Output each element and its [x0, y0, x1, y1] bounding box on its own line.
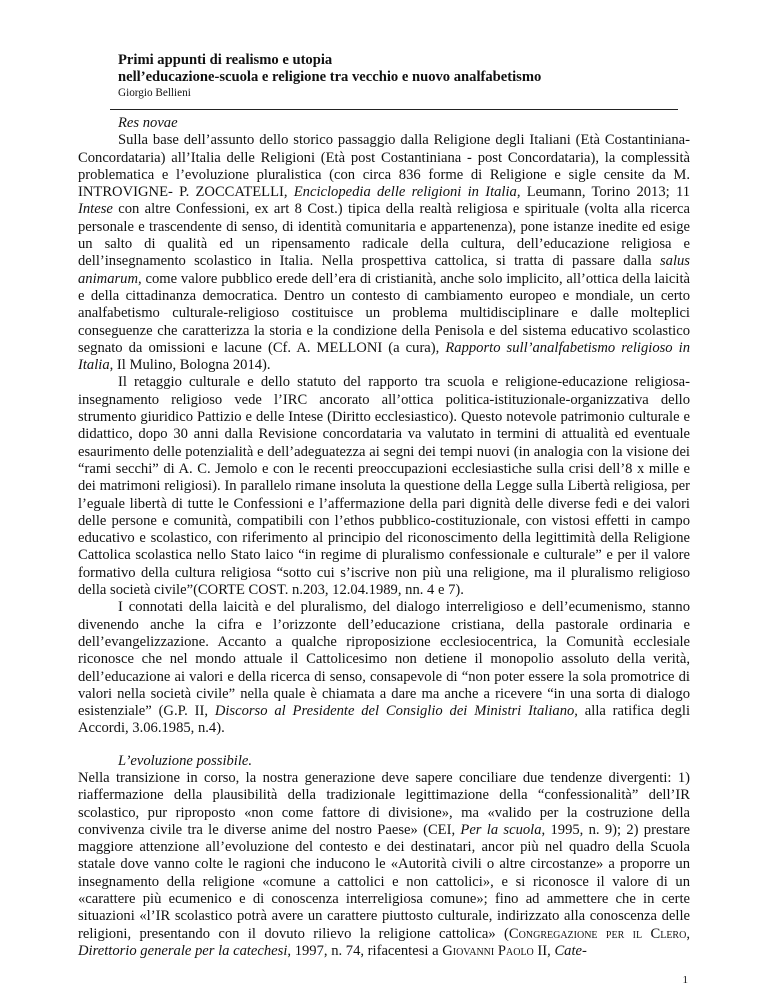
paragraph-2: Il retaggio culturale e dello statuto del rapporto tra scuola e religione-educazione religiosa-insegnamento religioso vede l’IRC ancorato all’ottica politica-istituzionale-organizzativa dello strumento giuridico Pattizio e delle Intese (Diritto ecclesiastico). Questo notevole patrimonio culturale e didattico, dopo 30 anni dalla Revisione concordataria va valutato in termini di attualità ed eventuale esaurimento delle potenzialità e dell’adeguatezza ai segni dei tempi nuovi (in analogia con la visione dei “rami secchi” di A. C. Jemolo e con le recenti preoccupazioni ecclesiastiche sulla crisi dell’8 x mille e dei matrimoni religiosi). In parallelo rimane insoluta la questione della Legge sulla Libertà religiosa, per l’eguale libertà di tutte le Confessioni e l’affermazione della pari dignità delle diverse fedi e dei valori delle persone e comunità, compatibili con l’ethos pubblico-costituzionale, con vistosi effetti in campo educativo e scolastico, con riferimento al principio del riconoscimento della legittimità della Religione Cattolica scolastica nello Stato laico “in regime di pluralismo confessionale e culturale” e per il valore formativo della cultura religiosa “sotto cui s’iscrive non più una religione, ma il pluralismo religioso della società civile”(CORTE COST. n.203, 12.04.1989, nn. 4 e 7).	[78, 374, 690, 599]
italic-citation: Rapporto sull’analfabetismo religioso in Italia	[78, 339, 691, 374]
italic-citation: Discorso al Presidente del Consiglio dei Ministri Italiano	[214, 703, 575, 720]
paragraph-4	[78, 770, 690, 960]
italic-citation: Enciclopedia delle religioni in Italia	[293, 184, 517, 201]
text-run: Sulla base dell’assunto dello storico passaggio dalla Religione degli Italiani (Età Costantiniana-Concordataria) all’Italia delle Religioni (Età post Costantiniana - post Concordataria), la complessità problematica e l’evoluzione pluralistica (con circa 836 forme di Religione e sigle censite da M. INTROVIGNE- P. ZOCCATELLI,	[78, 132, 690, 201]
text-run: I connotati della laicità e del pluralismo, del dialogo interreligioso e dell’ecumenismo, stanno divenendo anche la cifra e l’orizzonte dell’educazione cristiana, della pastorale ordinaria e dell’evangelizzazione. Accanto a qualche riproposizione ecclesiocentrica, la Comunità ecclesiale riconosce che nel mondo attuale il Cattolicesimo non detiene il monopolio assoluto della verità, dell’educazione ai valori e della ricerca di senso, consapevole di “non poter essere la sola promotrice di valori nella società civile” nella quale è chiamata a dare ma anche a ricevere “in una sorta di dialogo esistenziale” (G.P. II,	[78, 599, 690, 720]
paragraph-1	[78, 132, 690, 374]
italic-term: Intese	[78, 201, 113, 218]
title-line-1: Primi appunti di realismo e utopia	[118, 52, 333, 68]
text-run: , 1995, n. 9); 2) prestare maggiore attenzione all’evoluzione del contesto e dei destinatari, ancor più nel quadro della Scuola statale dove vanno colte le ragioni che inducono le «Autorità civili o altre circostanze» a proporre un insegnamento della religione «comune a cattolici e non cattolici», e si riconosce il valore di un «carattere più ecumenico e di conoscenza interreligiosa comune»; fino ad ammettere che in certe situazioni «l’IR scolastico potrà avere un carattere piuttosto culturale, indirizzato alla conoscenza delle religioni, presentando con il dovuto rilievo la religione cattolica» (	[78, 821, 690, 942]
heading-suffix: .	[248, 752, 253, 769]
section-heading-text: L’evoluzione possibile	[118, 752, 249, 769]
text-run: , Il Mulino, Bologna 2014).	[109, 357, 271, 374]
section-gap	[78, 738, 690, 753]
text-run: con altre Confessioni, ex art 8 Cost.) tipica della realtà religiosa e spirituale (volta alla ricerca personale e trascendente di senso, di identità comunitaria e appartenenza), pone istanze inedite ed esige un salto di qualità ed un ripensamento radicale della cultura, dell’educazione religiosa e dell’insegnamento scolastico in Italia. Nella prospettiva cattolica, si tratta di passare dalla	[78, 201, 690, 270]
section-heading-text: Res novae	[118, 115, 178, 131]
text-run: ,	[547, 942, 555, 959]
paragraph-3	[78, 599, 690, 737]
italic-term: salus animarum	[78, 253, 690, 287]
text-run: , come valore pubblico erede dell’era di cristianità, anche solo implicito, all’ottica della laicità e della cittadinanza democratica. Dentro un contesto di cambiamento europeo e mondiale, un certo analfabetismo culturale-religioso costituisce un problema multidisciplinare e dalle molteplici conseguenze che caratterizza la storia e la condizione della Penisola e del sistema educativo scolastico segnato da omissioni e lacune (Cf. A. MELLONI (a cura),	[78, 270, 690, 356]
smallcaps-author: Congregazione per il Clero	[508, 925, 687, 942]
text-run: Nella transizione in corso, la nostra generazione deve sapere conciliare due tendenze divergenti: 1) riaffermazione della plausibilità della tradizionale legittimazione della “confessionalità” dell’IR scolastico, pur riproposto «non come fattore di divisione», ma «valido per la costruzione della convivenza civile tra le diverse anime del nostro Paese» (CEI,	[78, 769, 690, 838]
italic-citation: Direttorio generale per la catechesi	[78, 942, 288, 959]
italic-citation: Per la scuola	[460, 821, 542, 838]
section-heading-res-novae	[78, 115, 690, 132]
author-name: Giorgio Bellieni	[118, 87, 191, 99]
text-run: , alla ratifica degli Accordi, 3.06.1985, n.4).	[78, 703, 691, 737]
text-run: , Leumann, Torino 2013; 11	[516, 184, 690, 201]
smallcaps-author: Giovanni Paolo II	[442, 942, 548, 959]
section-heading-evoluzione	[78, 753, 690, 770]
page-number: 1	[682, 974, 688, 986]
document-body	[78, 115, 690, 960]
document-header	[118, 52, 678, 100]
text-run: , 1997, n. 74, rifacentesi a	[287, 942, 443, 959]
text-run: ,	[686, 925, 690, 942]
header-rule	[110, 109, 678, 110]
italic-citation: Cate-	[554, 942, 587, 959]
title-line-2: nell’educazione-scuola e religione tra vecchio e nuovo analfabetismo	[118, 69, 542, 85]
